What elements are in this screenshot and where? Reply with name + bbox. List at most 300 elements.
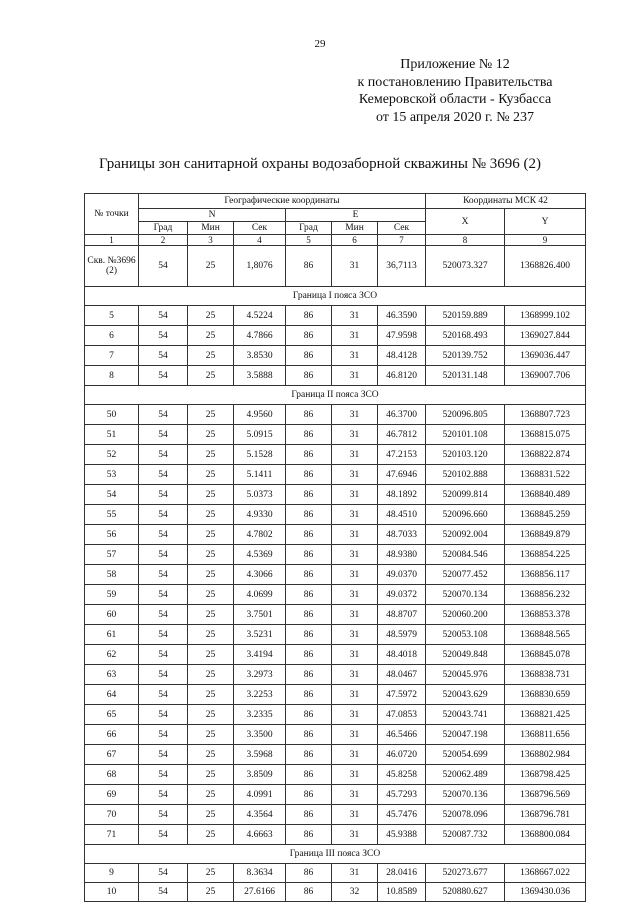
table-row (85, 405, 586, 425)
table-cell: 48.0467 (378, 665, 426, 685)
table-cell: 25 (188, 725, 234, 745)
table-cell: 4.0991 (234, 785, 286, 805)
table-cell: 31 (332, 565, 378, 585)
table-cell: 1368807.723 (505, 405, 586, 425)
table-row (85, 525, 586, 545)
table-cell: 25 (188, 785, 234, 805)
table-cell: 1368802.984 (505, 745, 586, 765)
table-cell: 49.0372 (378, 585, 426, 605)
table-cell: 520054.699 (426, 745, 505, 765)
table-cell: 28.0416 (378, 864, 426, 883)
header-n-min: Мин (188, 222, 234, 235)
header-x: X (426, 209, 505, 235)
table-cell: 62 (85, 645, 139, 665)
table-cell: 3.3500 (234, 725, 286, 745)
table-cell: 31 (332, 785, 378, 805)
table-cell: 31 (332, 625, 378, 645)
appendix-line-1: Приложение № 12 (400, 57, 510, 72)
table-cell: 32 (332, 883, 378, 902)
table-row (85, 425, 586, 445)
table-cell: 86 (286, 705, 332, 725)
appendix-line-3: Кемеровской области - Кузбасса (358, 92, 552, 107)
column-number: 6 (332, 235, 378, 246)
table-cell: 48.5979 (378, 625, 426, 645)
table-cell: 57 (85, 545, 139, 565)
table-cell: 86 (286, 306, 332, 326)
section-row (85, 386, 586, 405)
table-cell: 31 (332, 765, 378, 785)
table-cell: 86 (286, 665, 332, 685)
well-row (85, 246, 586, 287)
table-cell: 86 (286, 825, 332, 845)
table-cell: 1369036.447 (505, 346, 586, 366)
table-cell: 54 (139, 306, 188, 326)
column-number: 3 (188, 235, 234, 246)
table-cell: 25 (188, 745, 234, 765)
table-cell: 54 (139, 645, 188, 665)
column-number-row (85, 235, 586, 246)
table-cell: 31 (332, 445, 378, 465)
table-cell: 31 (332, 366, 378, 386)
table-cell: 45.7476 (378, 805, 426, 825)
table-cell: 25 (188, 545, 234, 565)
header-point-no: № точки (85, 194, 139, 235)
table-row (85, 665, 586, 685)
table-cell: 520087.732 (426, 825, 505, 845)
table-cell: 25 (188, 705, 234, 725)
table-cell: 3.5231 (234, 625, 286, 645)
section-row (85, 845, 586, 864)
header-n-deg: Град (139, 222, 188, 235)
table-cell: 3.4194 (234, 645, 286, 665)
table-cell: 520273.677 (426, 864, 505, 883)
header-e: E (286, 209, 426, 222)
table-cell: 1368856.117 (505, 565, 586, 585)
well-cell: 25 (188, 246, 234, 287)
table-cell: 69 (85, 785, 139, 805)
table-cell: 520078.096 (426, 805, 505, 825)
table-cell: 48.8707 (378, 605, 426, 625)
table-cell: 1368815.075 (505, 425, 586, 445)
table-cell: 520045.976 (426, 665, 505, 685)
table-cell: 86 (286, 785, 332, 805)
table-cell: 1368667.022 (505, 864, 586, 883)
table-row (85, 465, 586, 485)
table-cell: 47.9598 (378, 326, 426, 346)
table-cell: 25 (188, 625, 234, 645)
table-cell: 25 (188, 765, 234, 785)
table-cell: 4.7866 (234, 326, 286, 346)
table-cell: 31 (332, 306, 378, 326)
table-cell: 47.0853 (378, 705, 426, 725)
table-cell: 64 (85, 685, 139, 705)
table-cell: 31 (332, 346, 378, 366)
table-cell: 520099.814 (426, 485, 505, 505)
table-cell: 31 (332, 864, 378, 883)
table-cell: 54 (139, 405, 188, 425)
table-cell: 54 (139, 505, 188, 525)
table-cell: 47.2153 (378, 445, 426, 465)
table-cell: 520060.200 (426, 605, 505, 625)
column-number: 4 (234, 235, 286, 246)
table-cell: 86 (286, 366, 332, 386)
table-cell: 1368840.489 (505, 485, 586, 505)
table-cell: 86 (286, 645, 332, 665)
table-row (85, 725, 586, 745)
table-row (85, 825, 586, 845)
table-cell: 1368821.425 (505, 705, 586, 725)
table-cell: 1368849.879 (505, 525, 586, 545)
column-number: 8 (426, 235, 505, 246)
table-cell: 86 (286, 545, 332, 565)
table-cell: 67 (85, 745, 139, 765)
table-cell: 54 (139, 605, 188, 625)
table-cell: 31 (332, 585, 378, 605)
table-cell: 51 (85, 425, 139, 445)
table-cell: 1368845.078 (505, 645, 586, 665)
table-cell: 520092.004 (426, 525, 505, 545)
table-cell: 3.2335 (234, 705, 286, 725)
table-cell: 55 (85, 505, 139, 525)
table-cell: 1368845.259 (505, 505, 586, 525)
table-cell: 46.7812 (378, 425, 426, 445)
table-cell: 31 (332, 805, 378, 825)
table-cell: 49.0370 (378, 565, 426, 585)
appendix-line-4: от 15 апреля 2020 г. № 237 (375, 109, 535, 125)
coordinates-table (84, 193, 586, 902)
appendix-header (330, 56, 580, 126)
well-cell: Скв. №3696 (2) (85, 246, 139, 287)
table-cell: 4.3066 (234, 565, 286, 585)
table-cell: 1368848.565 (505, 625, 586, 645)
table-cell: 56 (85, 525, 139, 545)
table-cell: 86 (286, 565, 332, 585)
table-cell: 520053.108 (426, 625, 505, 645)
table-cell: 86 (286, 805, 332, 825)
well-cell: 54 (139, 246, 188, 287)
table-cell: 520043.741 (426, 705, 505, 725)
table-cell: 520131.148 (426, 366, 505, 386)
header-n-sec: Сек (234, 222, 286, 235)
table-cell: 66 (85, 725, 139, 745)
table-cell: 7 (85, 346, 139, 366)
table-row (85, 625, 586, 645)
table-row (85, 306, 586, 326)
table-cell: 8 (85, 366, 139, 386)
table-cell: 61 (85, 625, 139, 645)
table-cell: 71 (85, 825, 139, 845)
table-cell: 1369430.036 (505, 883, 586, 902)
table-cell: 5.1411 (234, 465, 286, 485)
table-cell: 54 (139, 545, 188, 565)
table-cell: 4.5224 (234, 306, 286, 326)
table-cell: 520070.136 (426, 785, 505, 805)
table-cell: 1368830.659 (505, 685, 586, 705)
table-cell: 31 (332, 505, 378, 525)
table-row (85, 705, 586, 725)
table-cell: 31 (332, 405, 378, 425)
well-cell: 31 (332, 246, 378, 287)
table-cell: 1368838.731 (505, 665, 586, 685)
table-cell: 9 (85, 864, 139, 883)
table-cell: 1368796.569 (505, 785, 586, 805)
table-cell: 8.3634 (234, 864, 286, 883)
table-cell: 54 (139, 883, 188, 902)
table-cell: 4.9330 (234, 505, 286, 525)
table-cell: 31 (332, 825, 378, 845)
table-cell: 25 (188, 326, 234, 346)
table-cell: 54 (139, 825, 188, 845)
table-cell: 86 (286, 883, 332, 902)
table-cell: 86 (286, 505, 332, 525)
table-cell: 54 (139, 585, 188, 605)
table-cell: 48.4018 (378, 645, 426, 665)
table-cell: 5 (85, 306, 139, 326)
table-cell: 25 (188, 465, 234, 485)
table-cell: 50 (85, 405, 139, 425)
table-cell: 1369007.706 (505, 366, 586, 386)
table-cell: 54 (139, 685, 188, 705)
header-n: N (139, 209, 286, 222)
table-cell: 45.8258 (378, 765, 426, 785)
table-cell: 45.9388 (378, 825, 426, 845)
header-row-2 (85, 209, 586, 222)
table-cell: 520139.752 (426, 346, 505, 366)
table-cell: 31 (332, 545, 378, 565)
well-cell: 1,8076 (234, 246, 286, 287)
table-cell: 46.3700 (378, 405, 426, 425)
section-row (85, 287, 586, 306)
table-cell: 1368800.084 (505, 825, 586, 845)
table-row (85, 346, 586, 366)
table-cell: 86 (286, 864, 332, 883)
table-cell: 6 (85, 326, 139, 346)
well-cell: 86 (286, 246, 332, 287)
table-row (85, 565, 586, 585)
table-cell: 86 (286, 725, 332, 745)
table-cell: 31 (332, 725, 378, 745)
table-cell: 4.9560 (234, 405, 286, 425)
table-cell: 45.7293 (378, 785, 426, 805)
well-cell: 1368826.400 (505, 246, 586, 287)
table-cell: 54 (139, 485, 188, 505)
table-cell: 59 (85, 585, 139, 605)
table-cell: 3.2973 (234, 665, 286, 685)
table-row (85, 585, 586, 605)
table-row (85, 883, 586, 902)
table-cell: 54 (139, 785, 188, 805)
table-cell: 3.5968 (234, 745, 286, 765)
table-cell: 31 (332, 605, 378, 625)
table-cell: 46.8120 (378, 366, 426, 386)
table-cell: 520043.629 (426, 685, 505, 705)
section-title: Граница I пояса ЗСО (85, 287, 586, 306)
table-cell: 54 (139, 725, 188, 745)
column-number: 5 (286, 235, 332, 246)
table-cell: 65 (85, 705, 139, 725)
table-row (85, 605, 586, 625)
table-cell: 3.8530 (234, 346, 286, 366)
table-cell: 25 (188, 883, 234, 902)
table-cell: 86 (286, 585, 332, 605)
table-cell: 25 (188, 805, 234, 825)
table-cell: 5.0373 (234, 485, 286, 505)
table-cell: 4.6663 (234, 825, 286, 845)
table-cell: 520880.627 (426, 883, 505, 902)
table-cell: 5.1528 (234, 445, 286, 465)
table-cell: 1368796.781 (505, 805, 586, 825)
table-cell: 1368811.656 (505, 725, 586, 745)
appendix-line-2: к постановлению Правительства (357, 74, 553, 90)
table-cell: 520070.134 (426, 585, 505, 605)
table-cell: 31 (332, 465, 378, 485)
table-cell: 54 (139, 346, 188, 366)
table-cell: 86 (286, 425, 332, 445)
table-cell: 3.7501 (234, 605, 286, 625)
table-cell: 1369027.844 (505, 326, 586, 346)
header-y: Y (505, 209, 586, 235)
table-cell: 520159.889 (426, 306, 505, 326)
table-cell: 4.5369 (234, 545, 286, 565)
header-msk-coords: Координаты МСК 42 (426, 194, 586, 209)
table-cell: 520101.108 (426, 425, 505, 445)
table-cell: 25 (188, 366, 234, 386)
well-cell: 36,7113 (378, 246, 426, 287)
table-cell: 25 (188, 605, 234, 625)
table-cell: 5.0915 (234, 425, 286, 445)
table-cell: 86 (286, 685, 332, 705)
table-cell: 520096.660 (426, 505, 505, 525)
table-cell: 1368856.232 (505, 585, 586, 605)
table-cell: 54 (139, 525, 188, 545)
table-cell: 70 (85, 805, 139, 825)
table-cell: 520077.452 (426, 565, 505, 585)
table-cell: 54 (139, 805, 188, 825)
table-row (85, 545, 586, 565)
table-row (85, 785, 586, 805)
header-geo-coords: Географические координаты (139, 194, 426, 209)
header-e-min: Мин (332, 222, 378, 235)
table-cell: 54 (139, 326, 188, 346)
table-cell: 10.8589 (378, 883, 426, 902)
table-cell: 1368854.225 (505, 545, 586, 565)
table-row (85, 745, 586, 765)
table-cell: 53 (85, 465, 139, 485)
document-title: Границы зон санитарной охраны водозаборной скважины № 3696 (2) (98, 156, 542, 172)
table-cell: 47.6946 (378, 465, 426, 485)
table-cell: 31 (332, 525, 378, 545)
table-cell: 520049.848 (426, 645, 505, 665)
table-cell: 31 (332, 326, 378, 346)
table-cell: 86 (286, 765, 332, 785)
column-number: 2 (139, 235, 188, 246)
table-cell: 86 (286, 405, 332, 425)
table-cell: 25 (188, 665, 234, 685)
header-e-sec: Сек (378, 222, 426, 235)
table-cell: 25 (188, 645, 234, 665)
table-cell: 86 (286, 326, 332, 346)
section-title: Граница III пояса ЗСО (85, 845, 586, 864)
table-cell: 1368999.102 (505, 306, 586, 326)
column-number: 9 (505, 235, 586, 246)
table-cell: 25 (188, 425, 234, 445)
well-cell: 520073.327 (426, 246, 505, 287)
table-cell: 86 (286, 625, 332, 645)
table-cell: 54 (139, 864, 188, 883)
table-cell: 10 (85, 883, 139, 902)
column-number: 1 (85, 235, 139, 246)
table-cell: 63 (85, 665, 139, 685)
header-e-deg: Град (286, 222, 332, 235)
table-row (85, 326, 586, 346)
table-cell: 27.6166 (234, 883, 286, 902)
table-cell: 1368831.522 (505, 465, 586, 485)
section-title: Граница II пояса ЗСО (85, 386, 586, 405)
table-cell: 54 (139, 465, 188, 485)
table-cell: 52 (85, 445, 139, 465)
table-cell: 25 (188, 565, 234, 585)
table-cell: 25 (188, 505, 234, 525)
table-cell: 86 (286, 525, 332, 545)
table-cell: 54 (139, 425, 188, 445)
table-cell: 520084.546 (426, 545, 505, 565)
table-cell: 48.1892 (378, 485, 426, 505)
table-cell: 25 (188, 685, 234, 705)
table-cell: 86 (286, 485, 332, 505)
table-cell: 25 (188, 346, 234, 366)
table-cell: 46.3590 (378, 306, 426, 326)
header-row-1 (85, 194, 586, 209)
table-cell: 86 (286, 445, 332, 465)
table-cell: 86 (286, 605, 332, 625)
table-cell: 54 (139, 705, 188, 725)
table-cell: 31 (332, 425, 378, 445)
table-row (85, 485, 586, 505)
table-cell: 25 (188, 485, 234, 505)
table-cell: 520096.805 (426, 405, 505, 425)
table-cell: 25 (188, 825, 234, 845)
table-cell: 54 (139, 565, 188, 585)
table-cell: 54 (85, 485, 139, 505)
table-cell: 4.0699 (234, 585, 286, 605)
table-cell: 31 (332, 645, 378, 665)
table-cell: 31 (332, 745, 378, 765)
table-cell: 3.5888 (234, 366, 286, 386)
table-cell: 47.5972 (378, 685, 426, 705)
table-row (85, 685, 586, 705)
table-row (85, 765, 586, 785)
table-cell: 48.4128 (378, 346, 426, 366)
table-cell: 520062.489 (426, 765, 505, 785)
column-number: 7 (378, 235, 426, 246)
table-cell: 68 (85, 765, 139, 785)
table-cell: 25 (188, 864, 234, 883)
table-cell: 31 (332, 485, 378, 505)
table-cell: 86 (286, 465, 332, 485)
table-row (85, 505, 586, 525)
table-cell: 520047.198 (426, 725, 505, 745)
table-cell: 31 (332, 665, 378, 685)
table-cell: 86 (286, 346, 332, 366)
table-cell: 4.3564 (234, 805, 286, 825)
table-cell: 25 (188, 525, 234, 545)
table-cell: 58 (85, 565, 139, 585)
table-cell: 25 (188, 306, 234, 326)
table-cell: 46.5466 (378, 725, 426, 745)
table-cell: 1368822.874 (505, 445, 586, 465)
table-cell: 54 (139, 765, 188, 785)
table-cell: 54 (139, 665, 188, 685)
